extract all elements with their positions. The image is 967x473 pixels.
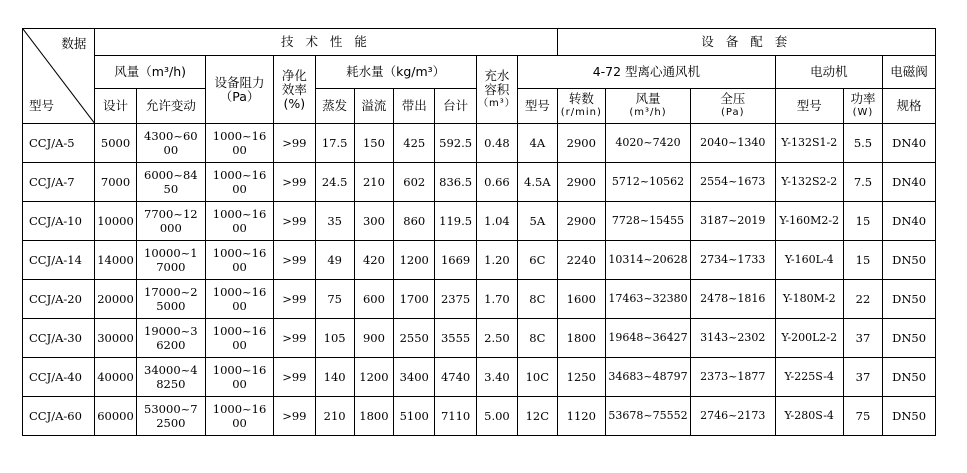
cell-airflow-allowed: 10000~17000 — [136, 241, 205, 280]
header-airflow-design: 设计 — [95, 89, 136, 124]
cell-motor-model: Y-280S-4 — [775, 397, 843, 436]
header-efficiency — [274, 56, 315, 124]
header-water-overflow: 溢流 — [354, 89, 393, 124]
header-fill-unit: （m³） — [478, 97, 516, 109]
table-row — [23, 280, 936, 319]
cell-fill-volume: 1.04 — [476, 202, 517, 241]
cell-fan-speed: 2900 — [557, 202, 606, 241]
cell-fan-pressure: 3143~2302 — [690, 319, 775, 358]
cell-water-overflow: 900 — [354, 319, 393, 358]
cell-efficiency: >99 — [274, 202, 315, 241]
cell-fan-speed: 1120 — [557, 397, 606, 436]
cell-water-total: 4740 — [435, 358, 476, 397]
table-row — [23, 397, 936, 436]
cell-valve-spec: DN50 — [883, 358, 936, 397]
cell-fill-volume: 0.66 — [476, 163, 517, 202]
cell-resistance: 1000~1600 — [205, 358, 273, 397]
cell-water-evap: 35 — [315, 202, 354, 241]
cell-motor-power: 75 — [843, 397, 882, 436]
header-motor-model: 型号 — [775, 89, 843, 124]
cell-fan-airflow: 5712~10562 — [606, 163, 691, 202]
header-fan-pressure-title: 全压 — [720, 91, 746, 106]
table-row — [23, 358, 936, 397]
table-body — [23, 124, 936, 436]
header-fan-pressure-unit: (Pa) — [720, 107, 745, 118]
cell-water-carry: 3400 — [394, 358, 435, 397]
cell-airflow-design: 30000 — [95, 319, 136, 358]
cell-airflow-allowed: 4300~6000 — [136, 124, 205, 163]
table-row — [23, 124, 936, 163]
cell-model: CCJ/A-60 — [23, 397, 95, 436]
header-fan-airflow-unit: (m³/h) — [629, 107, 667, 118]
cell-motor-power: 22 — [843, 280, 882, 319]
cell-airflow-design: 5000 — [95, 124, 136, 163]
cell-fan-pressure: 2478~1816 — [690, 280, 775, 319]
cell-water-total: 119.5 — [435, 202, 476, 241]
cell-motor-power: 15 — [843, 241, 882, 280]
cell-resistance: 1000~1600 — [205, 397, 273, 436]
cell-water-carry: 1700 — [394, 280, 435, 319]
cell-fan-speed: 1250 — [557, 358, 606, 397]
cell-fan-airflow: 53678~75552 — [606, 397, 691, 436]
cell-motor-model: Y-225S-4 — [775, 358, 843, 397]
cell-airflow-allowed: 19000~36200 — [136, 319, 205, 358]
cell-efficiency: >99 — [274, 241, 315, 280]
corner-label-data: 数据 — [61, 36, 87, 51]
cell-motor-power: 37 — [843, 319, 882, 358]
header-valve-spec: 规格 — [883, 89, 936, 124]
header-water-carry: 带出 — [394, 89, 435, 124]
cell-water-carry: 5100 — [394, 397, 435, 436]
cell-resistance: 1000~1600 — [205, 241, 273, 280]
cell-water-evap: 210 — [315, 397, 354, 436]
cell-efficiency: >99 — [274, 280, 315, 319]
cell-valve-spec: DN50 — [883, 280, 936, 319]
cell-fan-model: 4A — [518, 124, 557, 163]
cell-water-evap: 140 — [315, 358, 354, 397]
cell-fan-model: 6C — [518, 241, 557, 280]
cell-fill-volume: 1.70 — [476, 280, 517, 319]
header-fill-volume — [476, 56, 517, 124]
cell-fan-speed: 1600 — [557, 280, 606, 319]
cell-fill-volume: 2.50 — [476, 319, 517, 358]
cell-fan-model: 8C — [518, 319, 557, 358]
cell-water-overflow: 1200 — [354, 358, 393, 397]
cell-fan-pressure: 2554~1673 — [690, 163, 775, 202]
cell-water-evap: 105 — [315, 319, 354, 358]
cell-motor-power: 5.5 — [843, 124, 882, 163]
cell-efficiency: >99 — [274, 319, 315, 358]
header-motor-power-title: 功率 — [850, 91, 876, 106]
spec-table — [22, 28, 936, 436]
cell-efficiency: >99 — [274, 124, 315, 163]
cell-valve-spec: DN50 — [883, 319, 936, 358]
cell-fan-model: 4.5A — [518, 163, 557, 202]
cell-valve-spec: DN50 — [883, 241, 936, 280]
cell-airflow-allowed: 7700~12000 — [136, 202, 205, 241]
cell-fan-pressure: 3187~2019 — [690, 202, 775, 241]
cell-water-carry: 2550 — [394, 319, 435, 358]
cell-airflow-design: 7000 — [95, 163, 136, 202]
cell-fan-model: 5A — [518, 202, 557, 241]
table-header — [23, 29, 936, 124]
cell-fan-airflow: 4020~7420 — [606, 124, 691, 163]
corner-label-model: 型号 — [29, 98, 55, 113]
cell-motor-power: 15 — [843, 202, 882, 241]
cell-fan-pressure: 2746~2173 — [690, 397, 775, 436]
cell-fan-speed: 1800 — [557, 319, 606, 358]
header-water: 耗水量（kg/m³） — [315, 56, 476, 89]
header-fill-title: 充水容积 — [484, 67, 510, 97]
cell-resistance: 1000~1600 — [205, 280, 273, 319]
cell-model: CCJ/A-40 — [23, 358, 95, 397]
header-airflow-allowed: 允许变动 — [136, 89, 205, 124]
table-row — [23, 319, 936, 358]
cell-model: CCJ/A-20 — [23, 280, 95, 319]
header-fan-speed — [557, 89, 606, 124]
cell-fan-airflow: 19648~36427 — [606, 319, 691, 358]
cell-airflow-allowed: 17000~25000 — [136, 280, 205, 319]
cell-water-total: 592.5 — [435, 124, 476, 163]
cell-fill-volume: 1.20 — [476, 241, 517, 280]
cell-fan-model: 12C — [518, 397, 557, 436]
header-efficiency-title: 净化效率 — [281, 67, 307, 97]
header-fan-pressure — [690, 89, 775, 124]
cell-motor-power: 37 — [843, 358, 882, 397]
table-row — [23, 241, 936, 280]
header-fan-model: 型号 — [518, 89, 557, 124]
cell-efficiency: >99 — [274, 397, 315, 436]
cell-resistance: 1000~1600 — [205, 124, 273, 163]
group-header-equipment: 设 备 配 套 — [557, 29, 935, 56]
cell-airflow-design: 20000 — [95, 280, 136, 319]
header-resistance-title: 设备阻力 — [214, 74, 265, 90]
cell-fan-model: 8C — [518, 280, 557, 319]
cell-water-evap: 17.5 — [315, 124, 354, 163]
cell-efficiency: >99 — [274, 358, 315, 397]
cell-water-overflow: 300 — [354, 202, 393, 241]
cell-model: CCJ/A-10 — [23, 202, 95, 241]
header-motor-power — [843, 89, 882, 124]
cell-fan-pressure: 2040~1340 — [690, 124, 775, 163]
cell-fill-volume: 0.48 — [476, 124, 517, 163]
cell-fan-pressure: 2373~1877 — [690, 358, 775, 397]
cell-airflow-allowed: 6000~8450 — [136, 163, 205, 202]
header-efficiency-unit: (%) — [283, 95, 306, 111]
cell-motor-model: Y-180M-2 — [775, 280, 843, 319]
cell-water-overflow: 150 — [354, 124, 393, 163]
cell-model: CCJ/A-7 — [23, 163, 95, 202]
header-airflow: 风量（m³/h) — [95, 56, 206, 89]
cell-resistance: 1000~1600 — [205, 163, 273, 202]
cell-water-carry: 425 — [394, 124, 435, 163]
cell-water-total: 1669 — [435, 241, 476, 280]
cell-airflow-allowed: 34000~48250 — [136, 358, 205, 397]
cell-fan-pressure: 2734~1733 — [690, 241, 775, 280]
group-header-tech: 技 术 性 能 — [95, 29, 557, 56]
cell-fill-volume: 5.00 — [476, 397, 517, 436]
cell-water-total: 2375 — [435, 280, 476, 319]
cell-efficiency: >99 — [274, 163, 315, 202]
cell-water-evap: 49 — [315, 241, 354, 280]
header-fan-speed-title: 转数 — [568, 91, 594, 106]
cell-water-overflow: 1800 — [354, 397, 393, 436]
cell-airflow-design: 40000 — [95, 358, 136, 397]
cell-valve-spec: DN40 — [883, 202, 936, 241]
table-row — [23, 163, 936, 202]
cell-water-total: 836.5 — [435, 163, 476, 202]
cell-fan-airflow: 17463~32380 — [606, 280, 691, 319]
cell-water-evap: 24.5 — [315, 163, 354, 202]
cell-water-carry: 1200 — [394, 241, 435, 280]
header-fan-speed-unit: (r/min) — [560, 107, 602, 118]
header-fan-airflow-title: 风量 — [635, 91, 661, 106]
cell-water-carry: 602 — [394, 163, 435, 202]
cell-water-carry: 860 — [394, 202, 435, 241]
cell-fan-airflow: 10314~20628 — [606, 241, 691, 280]
cell-fan-airflow: 34683~48797 — [606, 358, 691, 397]
cell-resistance: 1000~1600 — [205, 319, 273, 358]
cell-fan-speed: 2240 — [557, 241, 606, 280]
cell-valve-spec: DN50 — [883, 397, 936, 436]
cell-airflow-design: 10000 — [95, 202, 136, 241]
cell-motor-model: Y-160L-4 — [775, 241, 843, 280]
cell-resistance: 1000~1600 — [205, 202, 273, 241]
cell-motor-model: Y-200L2-2 — [775, 319, 843, 358]
cell-water-overflow: 420 — [354, 241, 393, 280]
cell-motor-power: 7.5 — [843, 163, 882, 202]
cell-motor-model: Y-132S1-2 — [775, 124, 843, 163]
header-motor-power-unit: (W) — [852, 107, 874, 118]
cell-airflow-design: 60000 — [95, 397, 136, 436]
header-resistance — [205, 56, 273, 124]
header-motor: 电动机 — [775, 56, 883, 89]
cell-fan-speed: 2900 — [557, 163, 606, 202]
cell-airflow-design: 14000 — [95, 241, 136, 280]
cell-model: CCJ/A-30 — [23, 319, 95, 358]
header-water-evap: 蒸发 — [315, 89, 354, 124]
cell-model: CCJ/A-14 — [23, 241, 95, 280]
cell-airflow-allowed: 53000~72500 — [136, 397, 205, 436]
cell-fan-airflow: 7728~15455 — [606, 202, 691, 241]
header-resistance-unit: （Pa） — [219, 88, 260, 104]
cell-fan-speed: 2900 — [557, 124, 606, 163]
corner-header-cell — [23, 29, 95, 124]
cell-model: CCJ/A-5 — [23, 124, 95, 163]
cell-water-overflow: 210 — [354, 163, 393, 202]
cell-motor-model: Y-160M2-2 — [775, 202, 843, 241]
cell-valve-spec: DN40 — [883, 163, 936, 202]
cell-fill-volume: 3.40 — [476, 358, 517, 397]
cell-water-overflow: 600 — [354, 280, 393, 319]
cell-motor-model: Y-132S2-2 — [775, 163, 843, 202]
cell-water-total: 3555 — [435, 319, 476, 358]
table-row — [23, 202, 936, 241]
cell-valve-spec: DN40 — [883, 124, 936, 163]
cell-water-evap: 75 — [315, 280, 354, 319]
header-fan-airflow — [606, 89, 691, 124]
header-fan: 4-72 型离心通风机 — [518, 56, 776, 89]
cell-water-total: 7110 — [435, 397, 476, 436]
cell-fan-model: 10C — [518, 358, 557, 397]
header-valve: 电磁阀 — [883, 56, 936, 89]
header-water-total: 台计 — [435, 89, 476, 124]
